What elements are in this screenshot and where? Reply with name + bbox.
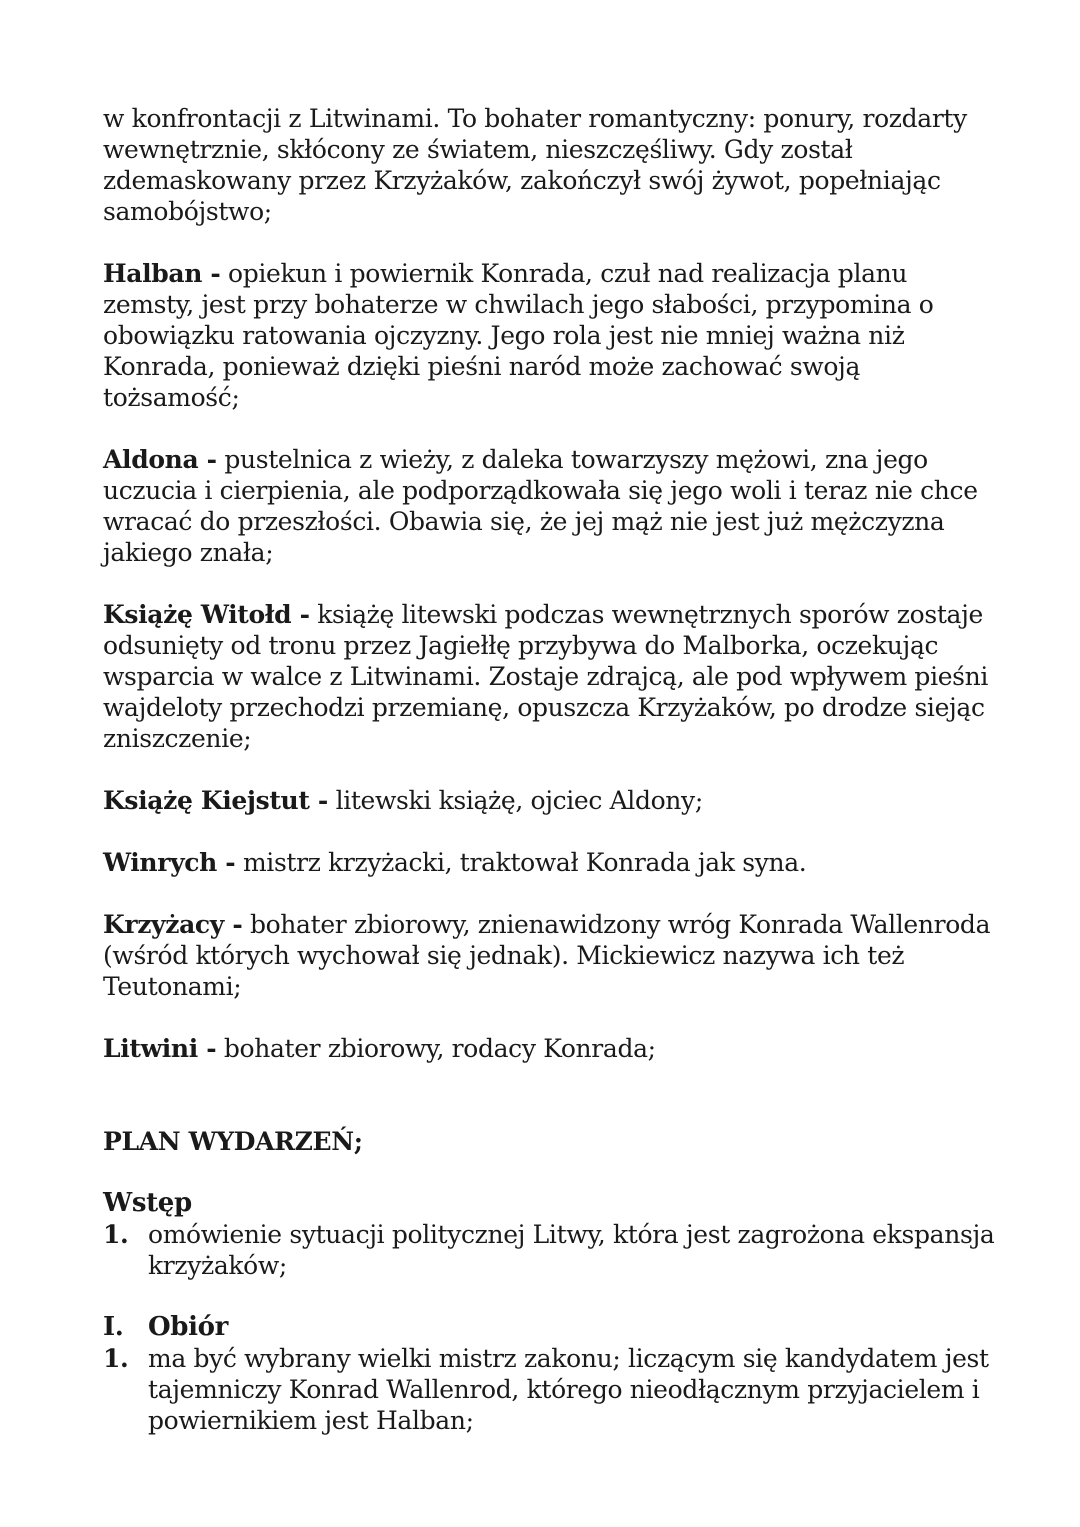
list-item-text: ma być wybrany wielki mistrz zakonu; liczącym się kandydatem jest tajemniczy Konrad Wallenrod, którego nieodłącznym przyjacielem i powiernikiem jest Halban; (148, 1344, 989, 1435)
list-item (103, 1343, 1003, 1436)
character-description: litewski książę, ojciec Aldony; (327, 786, 703, 815)
intro-section-heading: Wstęp (103, 1188, 192, 1218)
character-entry-winrych (103, 847, 1003, 878)
character-description: książę litewski podczas wewnętrznych sporów zostaje odsunięty od tronu przez Jagiełłę przybywa do Malborka, oczekując wsparcia w walce z Litwinami. Zostaje zdrajcą, ale pod wpływem pieśni wajdeloty przechodzi przemianę, opuszcza Krzyżaków, po drodze siejąc zniszczenie; (103, 600, 989, 753)
character-name: Książę Witołd - (103, 600, 310, 629)
character-entry-krzyzacy (103, 909, 1003, 1002)
character-name: Winrych - (103, 848, 236, 877)
character-name: Litwini - (103, 1034, 217, 1063)
character-name: Halban - (103, 259, 221, 288)
character-name: Książę Kiejstut - (103, 786, 328, 815)
character-description: opiekun i powiernik Konrada, czuł nad realizacja planu zemsty, jest przy bohaterze w chwilach jego słabości, przypomina o obowiązku ratowania ojczyzny. Jego rola jest nie mniej ważna niż Konrada, ponieważ dzięki pieśni naród może zachować swoją tożsamość; (103, 259, 934, 412)
character-description: pustelnica z wieży, z daleka towarzyszy mężowi, zna jego uczucia i cierpienia, ale podporządkowała się jego woli i teraz nie chce wracać do przeszłości. Obawia się, że jej mąż nie jest już mężczyzna jakiego znała; (103, 445, 978, 567)
election-heading-text: Obiór (148, 1312, 228, 1342)
character-name: Aldona - (103, 445, 217, 474)
character-description: bohater zbiorowy, rodacy Konrada; (216, 1034, 656, 1063)
character-entry-kiejstut (103, 785, 1003, 816)
character-entry-halban (103, 258, 1003, 413)
plan-section-title: PLAN WYDARZEŃ; (103, 1127, 363, 1156)
roman-numeral: I. (103, 1312, 124, 1342)
document-page (103, 103, 1003, 1467)
list-item-number: 1. (103, 1220, 129, 1249)
list-item-number: 1. (103, 1344, 129, 1373)
character-entry-aldona (103, 444, 1003, 568)
list-item-text: omówienie sytuacji politycznej Litwy, która jest zagrożona ekspansja krzyżaków; (148, 1220, 995, 1280)
election-section (103, 1312, 1003, 1436)
character-entry-litwini (103, 1033, 1003, 1064)
character-description: bohater zbiorowy, znienawidzony wróg Konrada Wallenroda (wśród których wychował się jednak). Mickiewicz nazywa ich też Teutonami; (103, 910, 991, 1001)
intro-paragraph: w konfrontacji z Litwinami. To bohater romantyczny: ponury, rozdarty wewnętrznie, skłócony ze światem, nieszczęśliwy. Gdy został zdemaskowany przez Krzyżaków, zakończył swój żywot, popełniając samobójstwo; (103, 104, 967, 226)
character-description: mistrz krzyżacki, traktował Konrada jak syna. (235, 848, 807, 877)
intro-section (103, 1188, 1003, 1281)
character-entry-witold (103, 599, 1003, 754)
election-section-heading (103, 1312, 1003, 1343)
character-name: Krzyżacy - (103, 910, 243, 939)
list-item (103, 1219, 1003, 1281)
